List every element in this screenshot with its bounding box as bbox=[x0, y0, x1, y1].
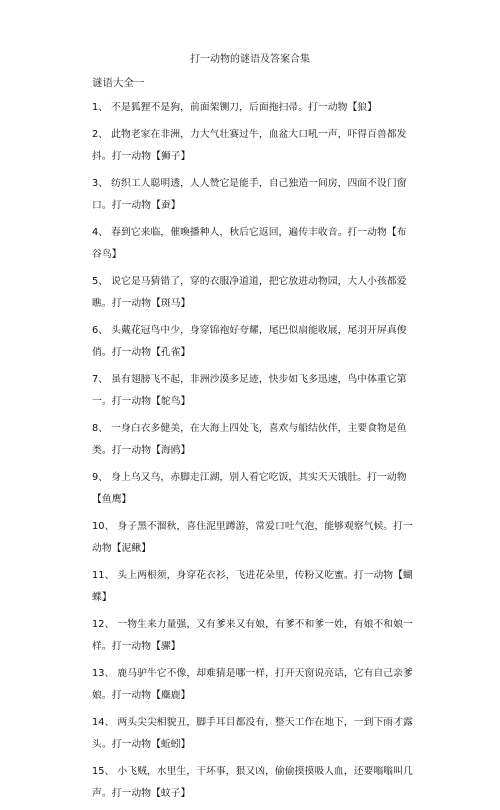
document-title: 打一动物的谜语及答案合集 bbox=[190, 54, 310, 65]
list-item: 8、 一身白衣多健美，在大海上四处飞，喜欢与船结伙伴，主要食物是鱼类。打一动物【海鸥】 bbox=[92, 423, 407, 456]
list-item: 5、 说它是马猜错了，穿的衣服净道道，把它放进动物园，大人小孩都爱瞧。打一动物【斑马】 bbox=[92, 276, 407, 309]
section-heading: 谜语大全一 bbox=[92, 77, 145, 89]
riddle-list bbox=[92, 97, 414, 810]
list-item: 4、 春到它来临，催喚播种人，秋后它返回，遍传丰收音。打一动物【布谷鸟】 bbox=[92, 227, 407, 260]
list-item: 14、 两头尖尖相貌丑，脚手耳目都没有，整天工作在地下，一到下雨才露头。打一动物【蚯蚓】 bbox=[92, 717, 413, 750]
list-item: 1、 不是狐狸不是狗，前面架铡刀，后面拖扫帚。打一动物【狼】 bbox=[92, 102, 378, 113]
list-item: 7、 虽有翅膀飞不起，非洲沙漠多足迹，快步如飞多迅速，鸟中体重它第一。打一动物【鸵鸟】 bbox=[92, 374, 407, 407]
list-item: 3、 纺织工人聪明透，人人赞它是能手，自己独造一间房，四面不设门窗口。打一动物【蚕】 bbox=[92, 178, 407, 211]
list-item: 9、 身上乌又乌，赤脚走江湖，别人看它吃饭，其实天天饿肚。打一动物【鱼鹰】 bbox=[92, 472, 407, 505]
list-item: 2、 此物老家在非洲，力大气壮赛过牛，血盆大口吼一声，吓得百兽都发抖。打一动物【狮子】 bbox=[92, 129, 407, 162]
list-item: 13、 鹿马驴牛它不像，却难猜是哪一样，打开天窗说亮话，它有自己亲爹娘。打一动物【麋鹿】 bbox=[92, 668, 413, 701]
list-item: 6、 头戴花冠鸟中少，身穿锦袍好夸耀，尾巴似扇能收展，尾羽开屏真俊俏。打一动物【孔雀】 bbox=[92, 325, 407, 358]
list-item: 11、 头上两根须，身穿花衣衫，飞进花朵里，传粉又吃蜜。打一动物【蝴蝶】 bbox=[92, 570, 413, 603]
list-item: 10、 身子黑不溜秋，喜住泥里蹲游，常爱口吐气泡，能够观察气候。打一动物【泥鳅】 bbox=[92, 521, 413, 554]
list-item: 15、 小飞贼，水里生，干坏事，狠又凶，偷偷摸摸吸人血，还要嗡嗡叫几声。打一动物【蚊子】 bbox=[92, 766, 413, 799]
list-item: 12、 一物生来力量强，又有爹来又有娘，有爹不和爹一姓，有娘不和娘一样。打一动物【骡】 bbox=[92, 619, 413, 652]
